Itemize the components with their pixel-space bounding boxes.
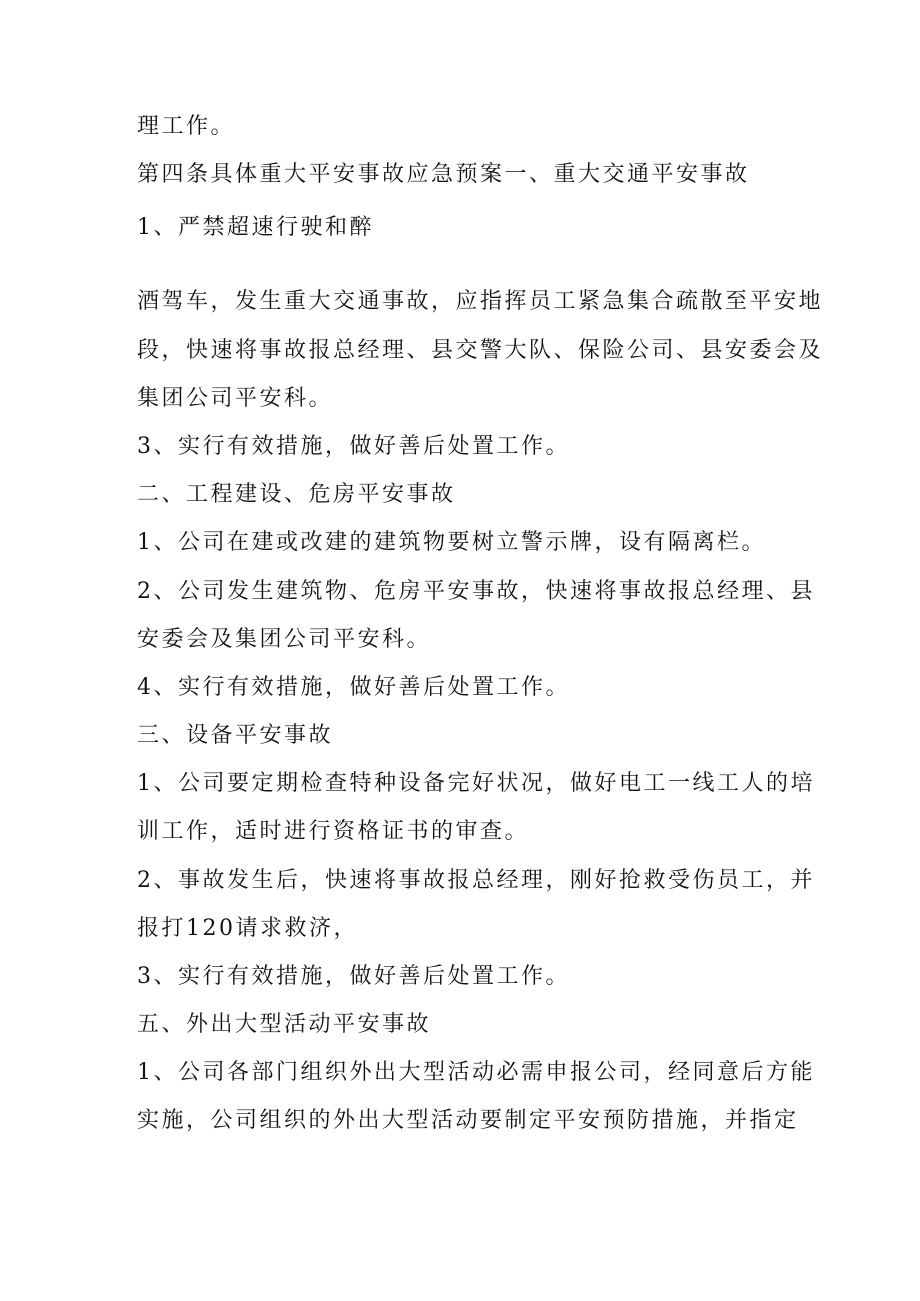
list-item: 4、实行有效措施，做好善后处置工作。 <box>137 675 570 700</box>
paragraph-line: 酒驾车，发生重大交通事故，应指挥员工紧急集合疏散至平安地 <box>137 289 824 314</box>
section-heading: 二、工程建设、危房平安事故 <box>137 482 456 507</box>
paragraph-line: 集团公司平安科。 <box>137 386 334 411</box>
paragraph-line: 报打120请求救济， <box>137 916 358 941</box>
list-item: 3、实行有效措施，做好善后处置工作。 <box>137 434 570 459</box>
list-item: 1、公司要定期检查特种设备完好状况，做好电工一线工人的培 <box>137 771 815 796</box>
article-heading: 第四条具体重大平安事故应急预案一、重大交通平安事故 <box>137 162 750 187</box>
list-item: 1、公司各部门组织外出大型活动必需申报公司，经同意后方能 <box>137 1060 815 1085</box>
list-item: 2、公司发生建筑物、危房平安事故，快速将事故报总经理、县 <box>137 579 815 604</box>
paragraph-line: 段，快速将事故报总经理、县交警大队、保险公司、县安委会及 <box>137 338 824 363</box>
list-item: 1、公司在建或改建的建筑物要树立警示牌，设有隔离栏。 <box>137 530 766 555</box>
paragraph-line: 训工作，适时进行资格证书的审查。 <box>137 819 530 844</box>
list-item: 2、事故发生后，快速将事故报总经理，刚好抢救受伤员工，并 <box>137 868 815 893</box>
paragraph-line: 安委会及集团公司平安科。 <box>137 627 432 652</box>
paragraph-line: 实施，公司组织的外出大型活动要制定平安预防措施，并指定 <box>137 1108 799 1133</box>
section-heading: 三、设备平安事故 <box>137 723 334 748</box>
text-line-continuation: 理工作。 <box>137 114 236 139</box>
list-item: 1、严禁超速行驶和醉 <box>137 215 374 240</box>
section-heading: 五、外出大型活动平安事故 <box>137 1012 432 1037</box>
list-item: 3、实行有效措施，做好善后处置工作。 <box>137 964 570 989</box>
